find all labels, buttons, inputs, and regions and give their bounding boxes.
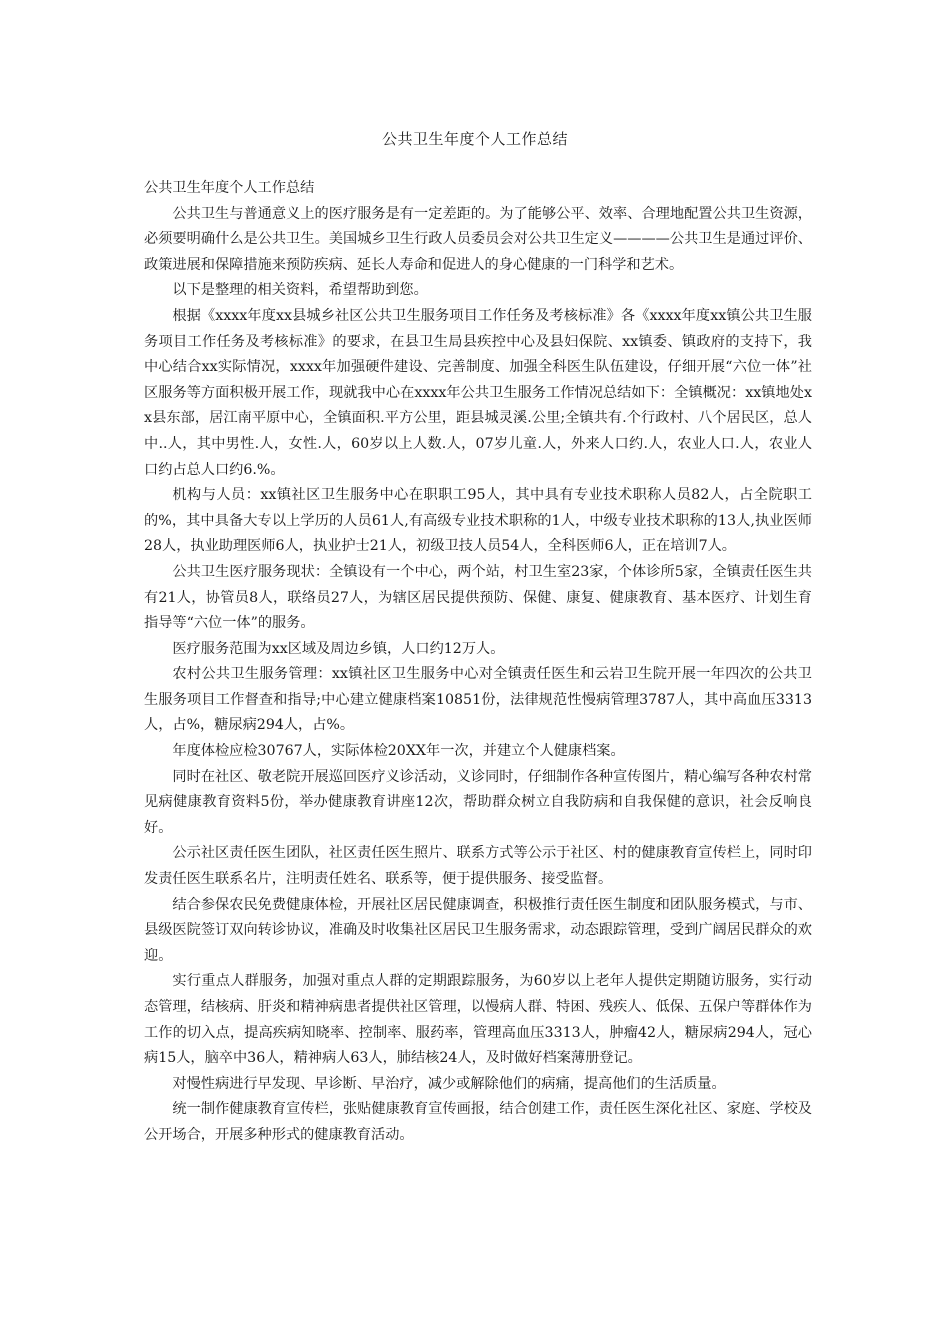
paragraph: 农村公共卫生服务管理：xx镇社区卫生服务中心对全镇责任医生和云岩卫生院开展一年四次的公共卫生服务项目工作督查和指导;中心建立健康档案10851份，法律规范性慢病管理3787人，其中高血压3313人，占%，糖尿病294人，占%。 <box>144 666 812 734</box>
paragraph: 同时在社区、敬老院开展巡回医疗义诊活动，义诊同时，仔细制作各种宣传图片，精心编写各种农村常见病健康教育资料5份，举办健康教育讲座12次，帮助群众树立自我防病和自我保健的意识，社会反响良好。 <box>144 768 812 836</box>
paragraph: 统一制作健康教育宣传栏，张贴健康教育宣传画报，结合创建工作，责任医生深化社区、家庭、学校及公开场合，开展多种形式的健康教育活动。 <box>144 1101 812 1143</box>
paragraph: 以下是整理的相关资料，希望帮助到您。 <box>172 282 428 299</box>
paragraph: 公共卫生与普通意义上的医疗服务是有一定差距的。为了能够公平、效率、合理地配置公共卫生资源，必须要明确什么是公共卫生。美国城乡卫生行政人员委员会对公共卫生定义————公共卫生是通过评价、政策进展和保障措施来预防疾病、延长人寿命和促进人的身心健康的一门科学和艺术。 <box>144 205 812 273</box>
paragraph: 结合参保农民免费健康体检，开展社区居民健康调查，积极推行责任医生制度和团队服务模式，与市、县级医院签订双向转诊协议，准确及时收集社区居民卫生服务需求，动态跟踪管理，受到广阔居民群众的欢迎。 <box>144 896 812 964</box>
paragraph: 公共卫生医疗服务现状：全镇设有一个中心，两个站，村卫生室23家，个体诊所5家，全镇责任医生共有21人，协管员8人，联络员27人，为辖区居民提供预防、保健、康复、健康教育、基本医疗、计划生育指导等“六位一体”的服务。 <box>144 563 812 632</box>
paragraph: 年度体检应检30767人，实际体检20XX年一次，并建立个人健康档案。 <box>172 743 625 760</box>
document-subtitle: 公共卫生年度个人工作总结 <box>144 180 315 196</box>
paragraph: 医疗服务范围为xx区域及周边乡镇，人口约12万人。 <box>172 640 505 657</box>
paragraph: 根据《xxxx年度xx县城乡社区公共卫生服务项目工作任务及考核标准》各《xxxx年度xx镇公共卫生服务项目工作任务及考核标准》的要求，在县卫生局县疾控中心及县妇保院、xx镇委、镇政府的支持下，我中心结合xx实际情况，xxxx年加强硬件建设、完善制度、加强全科医生队伍建设，仔细开展“六位一体”社区服务等方面积极开展工作，现就我中心在xxxx年公共卫生服务工作情况总结如下：全镇概况：xx镇地处xx县东部，居江南平原中心，全镇面积.平方公里，距县城灵溪.公里;全镇共有.个行政村、八个居民区，总人中..人，其中男性.人，女性.人，60岁以上人数.人，07岁儿童.人，外来人口约.人，农业人口.人，农业人口约占总人口约6.%。 <box>144 307 813 478</box>
paragraph: 对慢性病进行早发现、早诊断、早治疗，减少或解除他们的病痛，提高他们的生活质量。 <box>172 1075 726 1092</box>
paragraph: 实行重点人群服务，加强对重点人群的定期跟踪服务，为60岁以上老年人提供定期随访服务，实行动态管理，结核病、肝炎和精神病患者提供社区管理，以慢病人群、特困、残疾人、低保、五保户等群体作为工作的切入点，提高疾病知晓率、控制率、服药率，管理高血压3313人，肿瘤42人，糖尿病294人，冠心病15人，脑卒中36人，精神病人63人，肺结核24人，及时做好档案薄册登记。 <box>144 973 812 1067</box>
paragraph: 公示社区责任医生团队，社区责任医生照片、联系方式等公示于社区、村的健康教育宣传栏上，同时印发责任医生联系名片，注明责任姓名、联系等，便于提供服务、接受监督。 <box>144 845 812 888</box>
paragraph: 机构与人员：xx镇社区卫生服务中心在职职工95人，其中具有专业技术职称人员82人，占全院职工的%，其中具备大专以上学历的人员61人,有高级专业技术职称的1人，中级专业技术职称的13人,执业医师28人，执业助理医师6人，执业护士21人，初级卫技人员54人，全科医师6人，正在培训7人。 <box>144 487 812 555</box>
document-body <box>144 176 812 1149</box>
document-title: 公共卫生年度个人工作总结 <box>381 130 568 148</box>
